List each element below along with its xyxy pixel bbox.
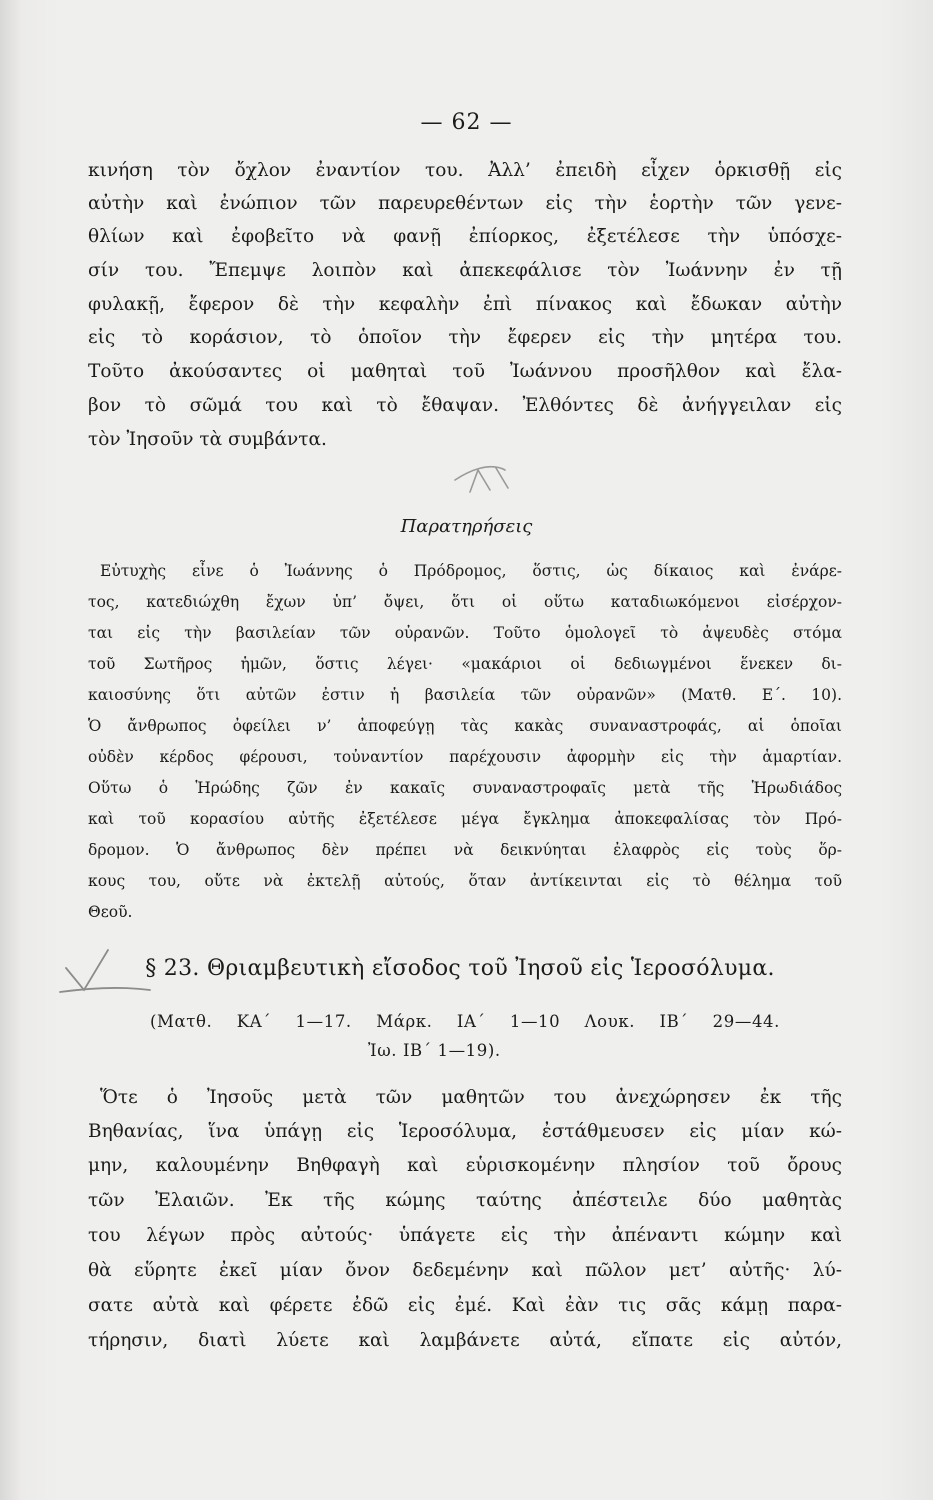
scripture-references-cont: Ἰω. ΙΒ΄ 1—19). xyxy=(368,1041,501,1060)
note-line: καὶ τοῦ κορασίου αὐτῆς ἐξετέλεσε μέγα ἔγκλημα ἀποκεφαλίσας τὸν Πρό- xyxy=(88,810,842,828)
page-number: — 62 — xyxy=(420,110,513,135)
pencil-scribble-mark xyxy=(455,467,508,492)
text-line: σίν του. Ἔπεμψε λοιπὸν καὶ ἀπεκεφάλισε τὸν Ἰωάννην ἐν τῇ xyxy=(88,260,842,281)
text-line: Ὅτε ὁ Ἰησοῦς μετὰ τῶν μαθητῶν του ἀνεχώρησεν ἐκ τῆς xyxy=(100,1087,842,1108)
scripture-references: (Ματθ. ΚΑ΄ 1—17. Μάρκ. ΙΑ΄ 1—10 Λουκ. ΙΒ΄ 29—44. xyxy=(150,1012,780,1031)
text-line: σατε αὐτὰ καὶ φέρετε ἐδῶ εἰς ἐμέ. Καὶ ἐὰν τις σᾶς κάμῃ παρα- xyxy=(88,1295,842,1316)
text-line: βον τὸ σῶμά του καὶ τὸ ἔθαψαν. Ἐλθόντες δὲ ἀνήγγειλαν εἰς xyxy=(88,395,842,416)
text-line: Τοῦτο ἀκούσαντες οἱ μαθηταὶ τοῦ Ἰωάννου προσῆλθον καὶ ἔλα- xyxy=(88,361,842,382)
note-line: Θεοῦ. xyxy=(88,903,133,921)
note-line: Εὐτυχὴς εἶνε ὁ Ἰωάννης ὁ Πρόδρομος, ὅστις, ὡς δίκαιος καὶ ἐνάρε- xyxy=(100,562,842,580)
note-line: τος, κατεδιώχθη ἔχων ὑπ’ ὄψει, ὅτι οἱ οὕτω καταδιωκόμενοι εἰσέρχον- xyxy=(88,593,842,611)
text-line: εἰς τὸ κοράσιον, τὸ ὁποῖον τὴν ἔφερεν εἰς τὴν μητέρα του. xyxy=(88,327,842,348)
note-line: καιοσύνης ὅτι αὐτῶν ἐστιν ἡ βασιλεία τῶν οὐρανῶν» (Ματθ. Ε΄. 10). xyxy=(88,686,842,704)
text-line: Βηθανίας, ἵνα ὑπάγῃ εἰς Ἱεροσόλυμα, ἐστάθμευσεν εἰς μίαν κώ- xyxy=(88,1121,842,1142)
note-line: κους του, οὔτε νὰ ἐκτελῇ αὐτούς, ὅταν ἀντίκεινται εἰς τὸ θέλημα τοῦ xyxy=(88,872,842,890)
text-line: μην, καλουμένην Βηθφαγὴ καὶ εὑρισκομένην πλησίον τοῦ ὄρους xyxy=(88,1155,842,1176)
note-line: τοῦ Σωτῆρος ἡμῶν, ὅστις λέγει· «μακάριοι οἱ δεδιωγμένοι ἕνεκεν δι- xyxy=(88,655,842,673)
text-line: θὰ εὕρητε ἐκεῖ μίαν ὄνον δεδεμένην καὶ πῶλον μετ’ αὐτῆς· λύ- xyxy=(88,1260,842,1281)
note-line: οὐδὲν κέρδος φέρουσι, τοὐναντίον παρέχουσιν ἀφορμὴν εἰς τὴν ἁμαρτίαν. xyxy=(88,748,842,766)
note-line: δρομον. Ὁ ἄνθρωπος δὲν πρέπει νὰ δεικνύηται ἐλαφρὸς εἰς τοὺς ὅρ- xyxy=(88,841,842,859)
text-line: κινήση τὸν ὄχλον ἐναντίον του. Ἀλλ’ ἐπειδὴ εἶχεν ὁρκισθῇ εἰς xyxy=(88,160,842,181)
text-line: φυλακῇ, ἔφερον δὲ τὴν κεφαλὴν ἐπὶ πίνακος καὶ ἔδωκαν αὐτὴν xyxy=(88,294,842,315)
text-line: του λέγων πρὸς αὐτούς· ὑπάγετε εἰς τὴν ἀπέναντι κώμην καὶ xyxy=(88,1225,842,1246)
note-line: ται εἰς τὴν βασιλείαν τῶν οὐρανῶν. Τοῦτο ὁμολογεῖ τὸ ἀψευδὲς στόμα xyxy=(88,624,842,642)
note-line: Ὁ ἄνθρωπος ὀφείλει ν’ ἀποφεύγῃ τὰς κακὰς συναναστροφάς, αἱ ὁποῖαι xyxy=(88,717,842,735)
text-line: τήρησιν, διατὶ λύετε καὶ λαμβάνετε αὐτά, εἴπατε εἰς αὐτόν, xyxy=(88,1330,842,1351)
text-line: θλίων καὶ ἐφοβεῖτο νὰ φανῇ ἐπίορκος, ἐξετέλεσε τὴν ὑπόσχε- xyxy=(88,226,842,247)
notes-title: Παρατηρήσεις xyxy=(400,516,533,537)
text-line: τὸν Ἰησοῦν τὰ συμβάντα. xyxy=(88,429,327,450)
text-line: τῶν Ἐλαιῶν. Ἐκ τῆς κώμης ταύτης ἀπέστειλε δύο μαθητὰς xyxy=(88,1190,842,1211)
note-line: Οὕτω ὁ Ἡρώδης ζῶν ἐν κακαῖς συναναστροφαῖς μετὰ τῆς Ἡρωδιάδος xyxy=(88,779,842,797)
section-heading: § 23. Θριαμβευτικὴ εἴσοδος τοῦ Ἰησοῦ εἰς Ἱεροσόλυμα. xyxy=(145,956,775,981)
text-line: αὐτὴν καὶ ἐνώπιον τῶν παρευρεθέντων εἰς τὴν ἑορτὴν τῶν γενε- xyxy=(88,193,842,214)
